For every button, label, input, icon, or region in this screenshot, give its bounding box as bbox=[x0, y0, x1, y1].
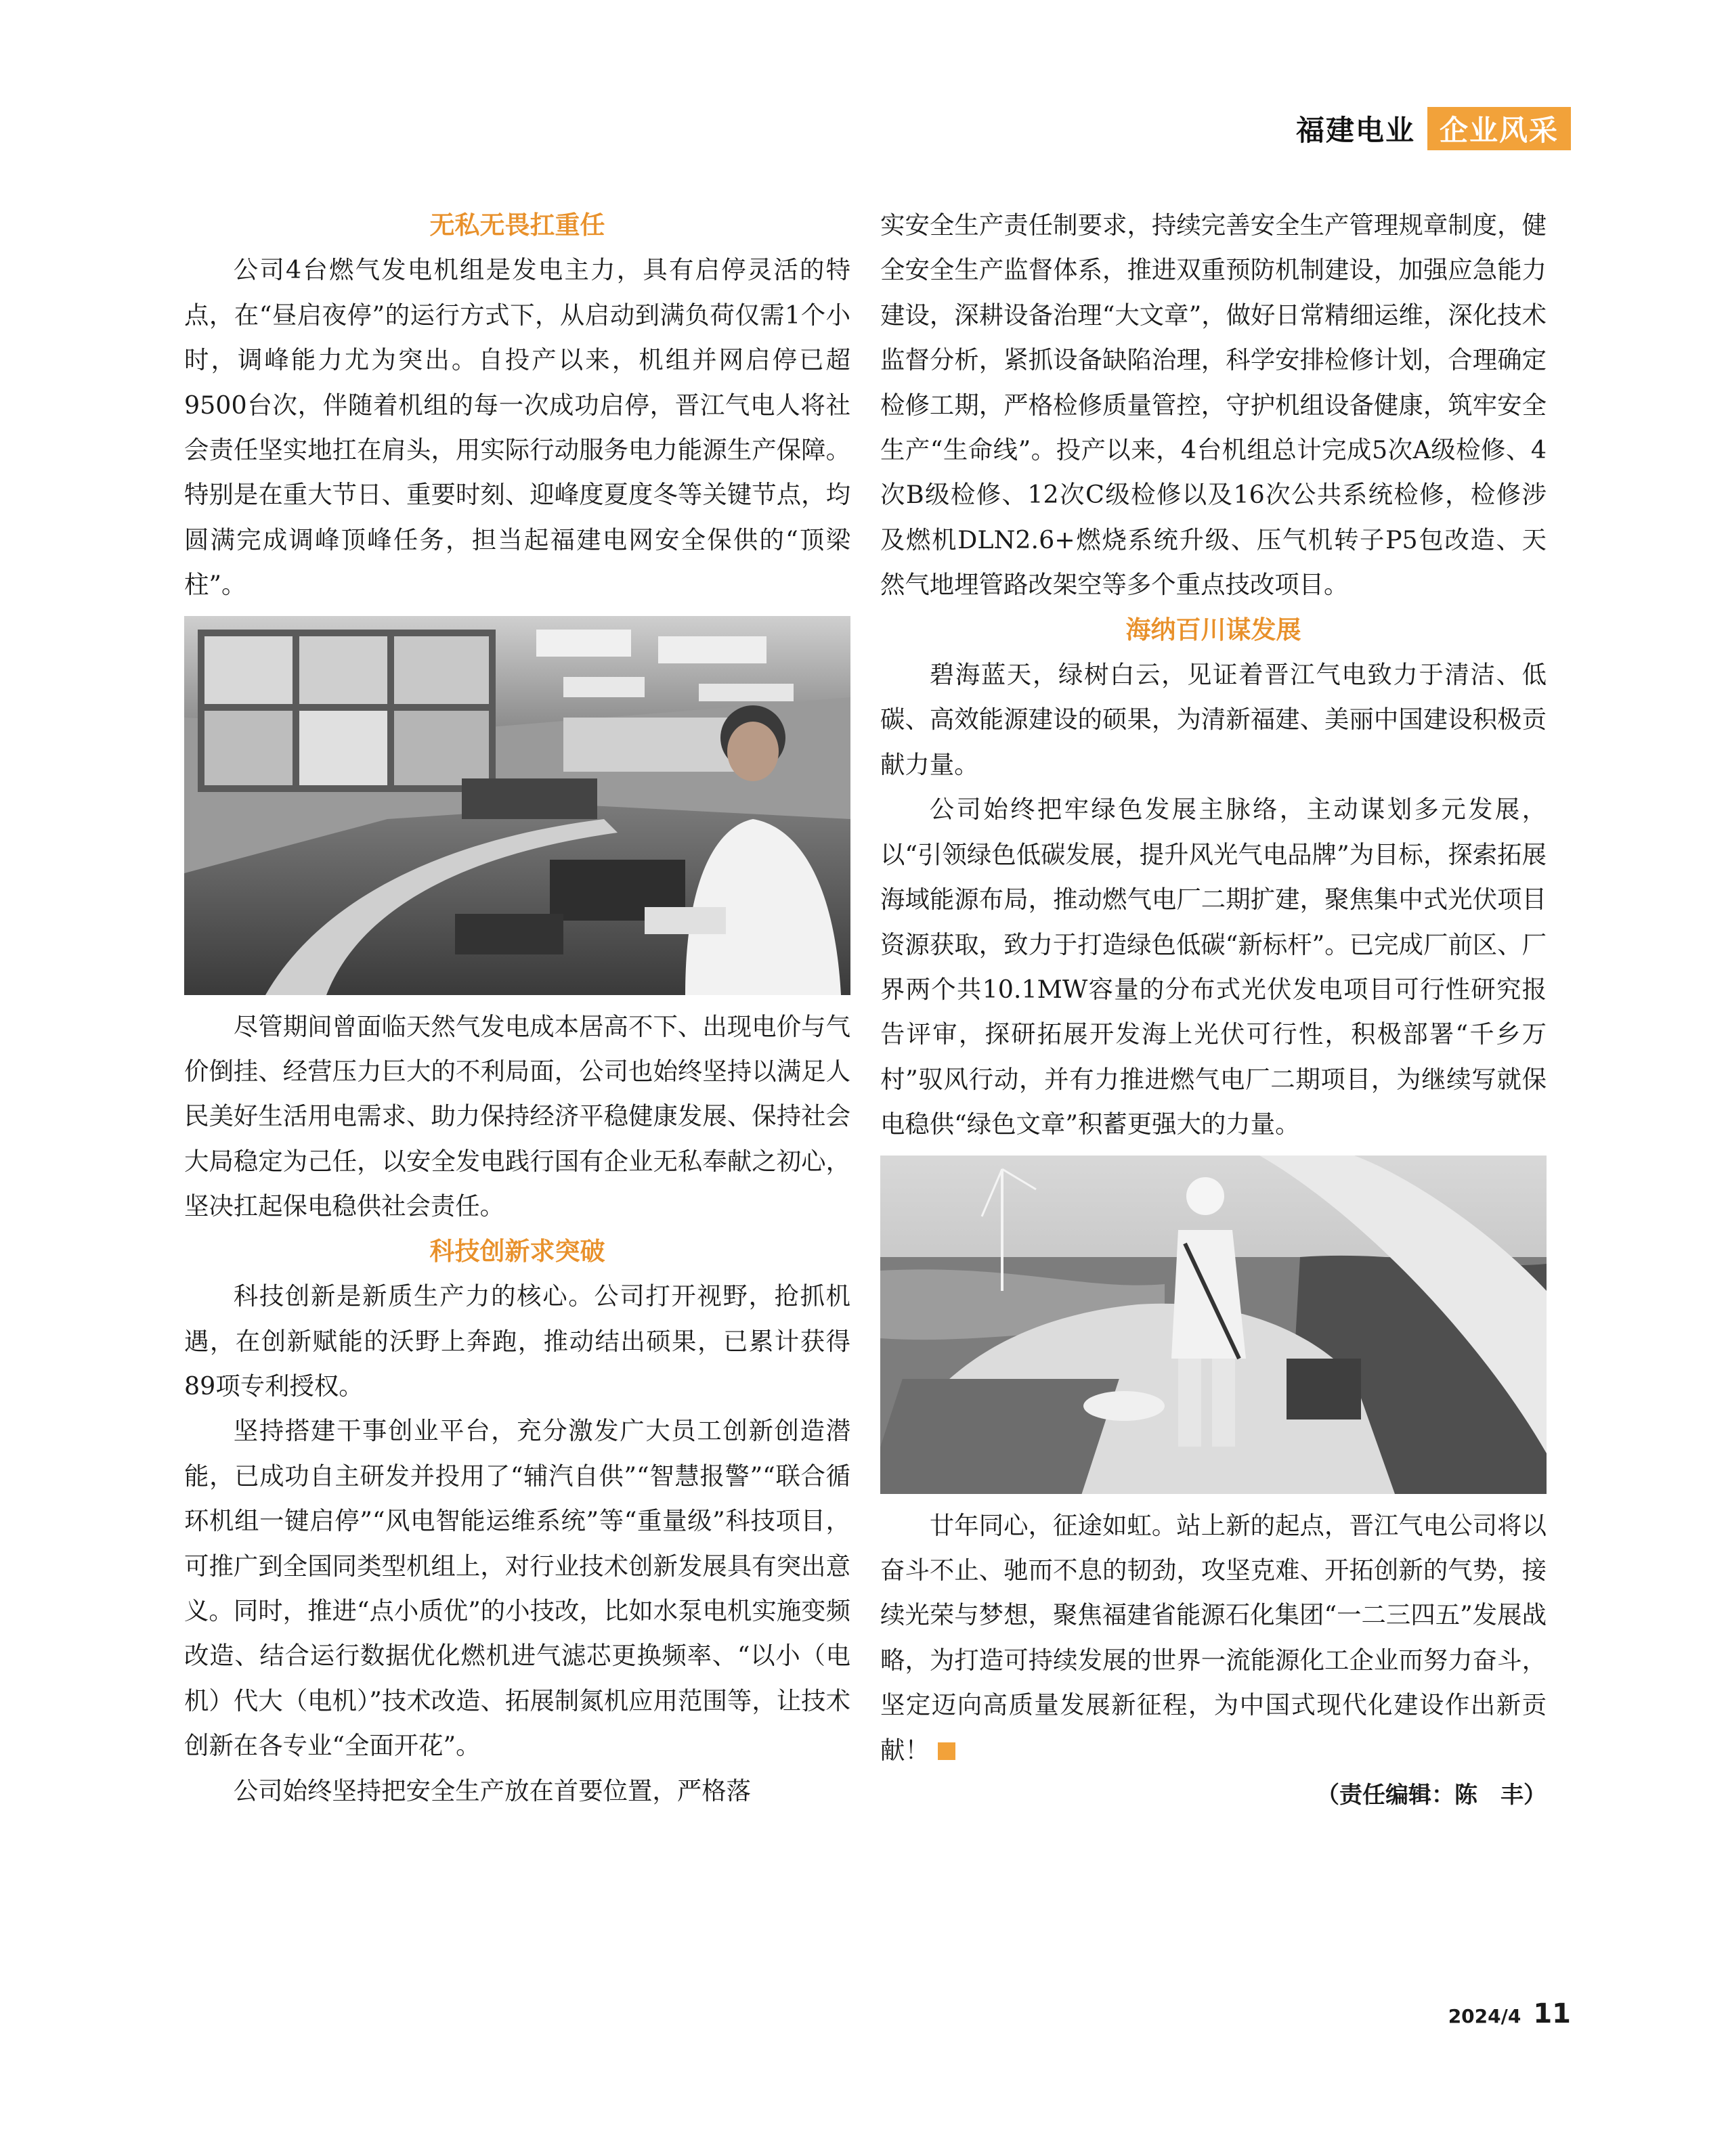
paragraph: 坚持搭建干事创业平台，充分激发广大员工创新创造潜能，已成功自主研发并投用了“辅汽自供”“智慧报警”“联合循环机组一键启停”“风电智能运维系统”等“重量级”科技项目，可推广到全国同类型机组上，对行业技术创新发展具有突出意义。同时，推进“点小质优”的小技改，比如水泵电机实施变频改造、结合运行数据优化燃机进气滤芯更换频率、“以小（电机）代大（电机）”技术改造、拓展制氮机应用范围等，让技术创新在各专业“全面开花”。 bbox=[184, 1416, 850, 1761]
paragraph: 碧海蓝天，绿树白云，见证着晋江气电致力于清洁、低碳、高效能源建设的硕果，为清新福建、美丽中国建设积极贡献力量。 bbox=[880, 660, 1547, 779]
paragraph: 公司4台燃气发电机组是发电主力，具有启停灵活的特点，在“昼启夜停”的运行方式下，从启动到满负荷仅需1个小时，调峰能力尤为突出。自投产以来，机组并网启停已超9500台次，伴随着机组的每一次成功启停，晋江气电人将社会责任坚实地扛在肩头，用实际行动服务电力能源生产保障。特别是在重大节日、重要时刻、迎峰度夏度冬等关键节点，均圆满完成调峰顶峰任务，担当起福建电网安全保供的“顶梁柱”。 bbox=[184, 255, 850, 600]
magazine-name: 福建电业 bbox=[1295, 114, 1415, 147]
section-tag: 企业风采 bbox=[1427, 107, 1571, 150]
page-header bbox=[1296, 108, 1571, 149]
control-room-photo bbox=[184, 616, 850, 995]
paragraph: 科技创新是新质生产力的核心。公司打开视野，抢抓机遇，在创新赋能的沃野上奔跑，推动结出硕果，已累计获得89项专利授权。 bbox=[184, 1281, 850, 1401]
section-heading: 无私无畏扛重任 bbox=[429, 211, 605, 240]
control-room-image bbox=[184, 616, 850, 995]
left-column bbox=[184, 203, 850, 1813]
section-heading: 科技创新求突破 bbox=[429, 1236, 605, 1266]
end-mark-icon bbox=[938, 1742, 955, 1760]
page-number: 11 bbox=[1533, 1998, 1571, 2029]
editor-credit: （责任编辑：陈 丰） bbox=[1316, 1781, 1547, 1809]
paragraph bbox=[880, 1503, 1547, 1773]
paragraph: 公司始终把牢绿色发展主脉络，主动谋划多元发展，以“引领绿色低碳发展，提升风光气电品牌”为目标，探索拓展海域能源布局，推动燃气电厂二期扩建，聚焦集中式光伏项目资源获取，致力于打造绿色低碳“新标杆”。已完成厂前区、厂界两个共10.1MW容量的分布式光伏发电项目可行性研究报告评审，探研拓展开发海上光伏可行性，积极部署“千乡万村”驭风行动，并有力推进燃气电厂二期项目，为继续写就保电稳供“绿色文章”积蓄更强大的力量。 bbox=[880, 795, 1547, 1139]
section-heading: 海纳百川谋发展 bbox=[1125, 615, 1301, 644]
paragraph: 尽管期间曾面临天然气发电成本居高不下、出现电价与气价倒挂、经营压力巨大的不利局面，公司也始终坚持以满足人民美好生活用电需求、助力保持经济平稳健康发展、保持社会大局稳定为己任，以安全发电践行国有企业无私奉献之初心，坚决扛起保电稳供社会责任。 bbox=[184, 1011, 850, 1221]
wind-turbine-photo bbox=[880, 1156, 1547, 1494]
page-footer bbox=[1448, 1998, 1571, 2029]
paragraph: 公司始终坚持把安全生产放在首要位置，严格落 bbox=[233, 1776, 751, 1805]
paragraph: 实安全生产责任制要求，持续完善安全生产管理规章制度，健全安全生产监督体系，推进双重预防机制建设，加强应急能力建设，深耕设备治理“大文章”，做好日常精细运维，深化技术监督分析，紧抓设备缺陷治理，科学安排检修计划，合理确定检修工期，严格检修质量管控，守护机组设备健康，筑牢安全生产“生命线”。投产以来，4台机组总计完成5次A级检修、4次B级检修、12次C级检修以及16次公共系统检修，检修涉及燃机DLN2.6+燃烧系统升级、压气机转子P5包改造、天然气地埋管路改架空等多个重点技改项目。 bbox=[880, 211, 1547, 600]
right-column bbox=[880, 203, 1547, 1818]
wind-turbine-image bbox=[880, 1156, 1547, 1494]
issue-number: 2024/4 bbox=[1448, 2005, 1521, 2027]
closing-text: 廿年同心，征途如虹。站上新的起点，晋江气电公司将以奋斗不止、驰而不息的韧劲，攻坚克难、开拓创新的气势，接续光荣与梦想，聚焦福建省能源石化集团“一二三四五”发展战略，为打造可持续发展的世界一流能源化工企业而努力奋斗，坚定迈向高质量发展新征程，为中国式现代化建设作出新贡献！ bbox=[880, 1510, 1547, 1765]
